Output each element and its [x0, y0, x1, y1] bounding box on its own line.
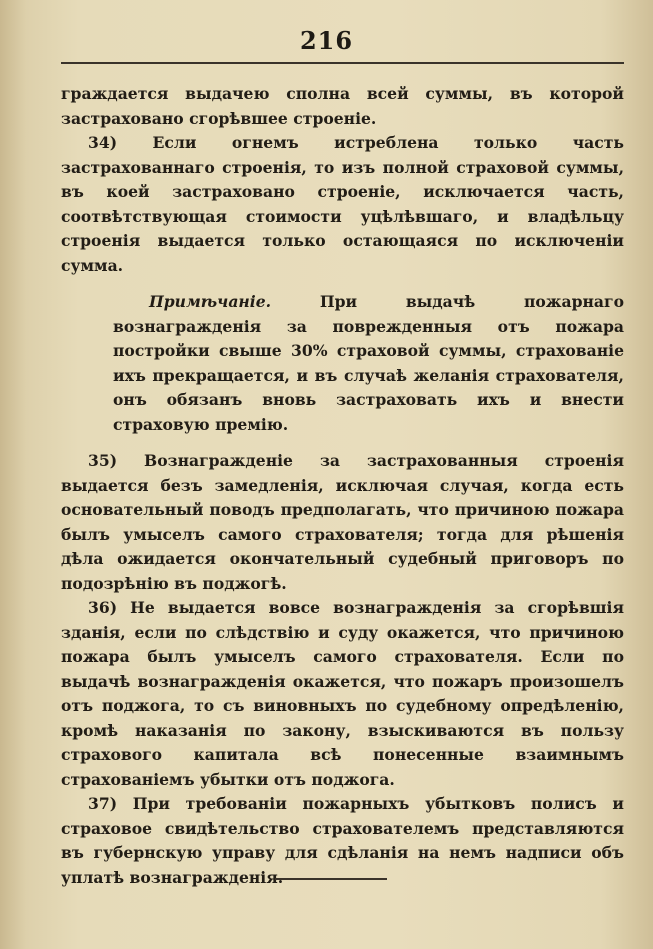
- paragraph-36: 36) Не выдается вовсе вознагражденія за сгорѣвшія зданія, если по слѣдствію и суду окажется, что причиною пожара былъ умыселъ самого страхователя. Если по выдачѣ вознагражденія окажется, что пожаръ произошелъ отъ поджога, то съ виновныхъ по судебному опредѣленію, кромѣ наказанія по закону, взыскиваются въ пользу страхового капитала всѣ понесенные взаимнымъ страхованіемъ убытки отъ поджога.: [61, 598, 624, 789]
- header-rule: [61, 62, 624, 64]
- page-number: 216: [299, 26, 354, 55]
- footer-rule: [275, 878, 387, 880]
- paragraph-continuation: граждается выдачею сполна всей суммы, въ которой застраховано сгорѣвшее строеніе.: [61, 84, 624, 128]
- paragraph-35: 35) Вознагражденіе за застрахованныя строенія выдается безъ замедленія, исключая случая, когда есть основательный поводъ предполагать, что причиною пожара былъ умыселъ самого страхователя; тогда для рѣшенія дѣла ожидается окончательный судебный приговоръ по подозрѣнію въ поджогѣ.: [61, 451, 624, 593]
- page-body: [61, 82, 624, 890]
- note-paragraph: [113, 290, 624, 437]
- note-body: При выдачѣ пожарнаго вознагражденія за поврежденныя отъ пожара постройки свыше 30% страховой суммы, страхованіе ихъ прекращается, и въ случаѣ желанія страхователя, онъ обязанъ вновь застраховать ихъ и внести страховую премію.: [113, 292, 624, 434]
- paragraph-34: 34) Если огнемъ истреблена только часть застрахованнаго строенія, то изъ полной страховой суммы, въ коей застраховано строеніе, исключается часть, соотвѣтствующая стоимости уцѣлѣвшаго, и владѣльцу строенія выдается только остающаяся по исключеніи сумма.: [61, 133, 624, 275]
- paragraph-37: 37) При требованіи пожарныхъ убытковъ полисъ и страховое свидѣтельство страхователемъ представляются въ губернскую управу для сдѣланія на немъ надписи объ уплатѣ вознагражденія.: [61, 794, 624, 887]
- note-title: Примѣчаніе.: [149, 292, 272, 311]
